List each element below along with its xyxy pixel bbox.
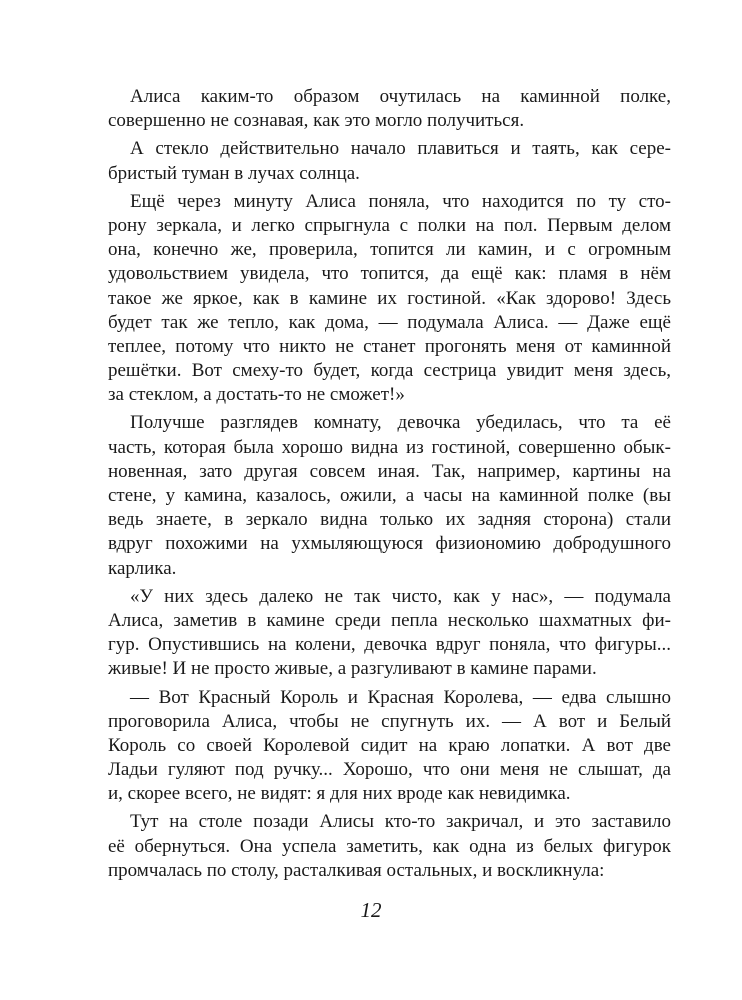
text-line: гур. Опустившись на колени, девочка вдруг поняла, что фигуры... [108,634,671,656]
text-line: рону зеркала, и легко спрыгнула с полки на пол. Первым делом [108,214,671,236]
text-line: проговорила Алиса, чтобы не спугнуть их. — А вот и Белый [108,710,671,732]
text-line: теплее, потому что никто не станет прогонять меня от каминной [108,335,671,357]
text-line: и, скорее всего, не видят: я для них вроде как невидимка. [108,783,571,805]
text-line: стене, у камина, казалось, ожили, а часы на каминной полке (вы [108,485,671,506]
paragraph [108,137,671,185]
text-line: Алиса, заметив в камине среди пепла несколько шахматных фи- [108,609,671,631]
paragraph [108,190,671,408]
text-line: удовольствием увидела, что топится, да ещё как: пламя в нём [108,263,671,285]
text-line: «У них здесь далеко не так чисто, как у нас», — подумала [130,585,671,607]
text-line: новенная, зато другая совсем иная. Так, например, картины на [108,460,671,482]
text-line: А стекло действительно начало плавиться и таять, как сере- [130,138,671,160]
paragraph [108,810,671,883]
paragraph [108,686,671,807]
page-number: 12 [360,898,382,922]
text-line: её обернуться. Она успела заметить, как одна из белых фигурок [108,835,671,857]
text-line: — Вот Красный Король и Красная Королева, — едва слышно [130,686,671,708]
text-line: ведь знаете, в зеркало видна только их задняя сторона) стали [108,509,671,531]
text-line: промчалась по столу, расталкивая остальных, и воскликнула: [108,859,605,881]
paragraph [108,411,671,580]
text-line: бристый туман в лучах солнца. [108,162,360,184]
text-line: будет так же тепло, как дома, — подумала Алиса. — Даже ещё [108,311,671,333]
text-line: Ещё через минуту Алиса поняла, что находится по ту сто- [130,190,671,212]
text-line: она, конечно же, проверила, топится ли камин, и с огромным [108,239,671,261]
text-line: живые! И не просто живые, а разгуливают в камине парами. [108,658,597,680]
paragraph [108,585,671,682]
text-line: решётки. Вот смеху-то будет, когда сестрица увидит меня здесь, [108,360,671,382]
text-line: совершенно не сознавая, как это могло получиться. [108,110,525,132]
text-line: Король со своей Королевой сидит на краю лопатки. А вот две [108,734,671,756]
text-line: часть, которая была хорошо видна из гостиной, совершенно обык- [108,436,671,458]
text-line: карлика. [108,557,177,579]
text-line: Тут на столе позади Алисы кто-то закричал, и это заставило [130,811,671,833]
text-line: Получше разглядев комнату, девочка убедилась, что та её [130,412,671,434]
paragraph [108,85,671,133]
text-line: за стеклом, а достать-то не сможет!» [108,384,405,406]
text-line: Алиса каким-то образом очутилась на каминной полке, [130,86,671,107]
page-body [108,85,671,887]
text-line: вдруг похожими на ухмыляющуюся физиономию добродушного [108,533,671,555]
text-line: Ладьи гуляют под ручку... Хорошо, что они меня не слышат, да [108,759,671,781]
text-line: такое же яркое, как в камине их гостиной. «Как здорово! Здесь [108,287,671,309]
